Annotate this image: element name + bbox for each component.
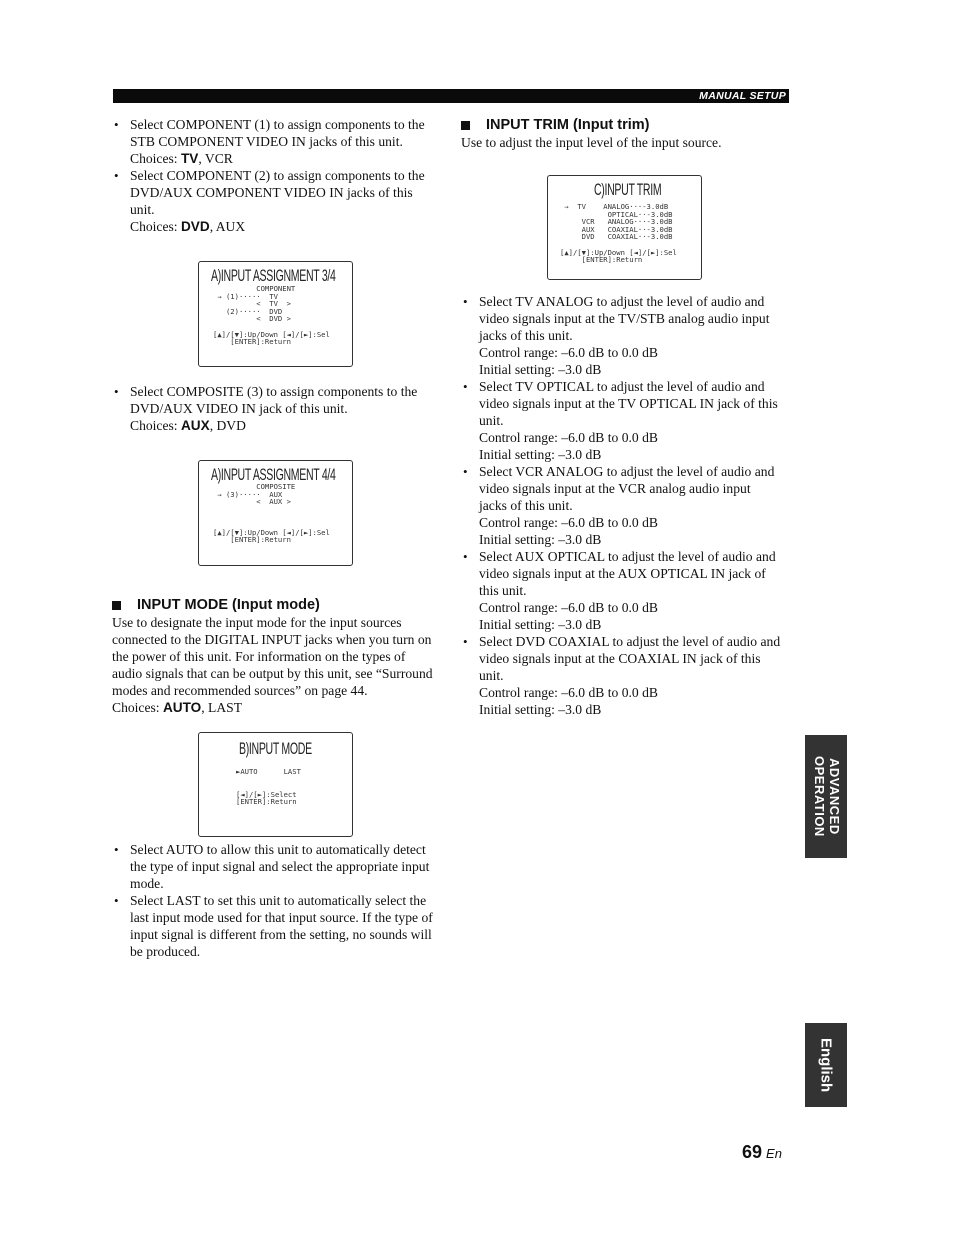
osd-input-mode (198, 732, 353, 837)
page-number (742, 1142, 782, 1163)
choices-rest: , LAST (201, 700, 243, 715)
input-mode-choices (112, 699, 447, 716)
input-trim-list (461, 293, 796, 718)
page-lang: En (766, 1146, 782, 1161)
page-number-value: 69 (742, 1142, 763, 1162)
osd-title: C)INPUT TRIM (594, 180, 662, 199)
text-line: jacks of this unit. (479, 328, 573, 343)
composite-section (112, 383, 442, 434)
text-line: Initial setting: –3.0 dB (479, 702, 602, 717)
text-line: the type of input signal and select the appropriate input (130, 859, 430, 874)
list-item (112, 383, 442, 434)
text-line: video signals input at the VCR analog audio input (479, 481, 751, 496)
text-line: • Select TV ANALOG to adjust the level of audio and (479, 294, 765, 309)
text-line: • Select DVD COAXIAL to adjust the level of audio and (479, 634, 781, 649)
side-tab-advanced-operation (805, 735, 847, 858)
text-line: Use to designate the input mode for the input sources (112, 615, 402, 630)
text-line: Control range: –6.0 dB to 0.0 dB (479, 430, 658, 445)
text-line: Initial setting: –3.0 dB (479, 617, 602, 632)
text-line: mode. (130, 876, 164, 891)
text-line: Initial setting: –3.0 dB (479, 447, 602, 462)
heading-text: INPUT MODE (Input mode) (137, 597, 320, 613)
osd-title: A)INPUT ASSIGNMENT 4/4 (211, 465, 336, 484)
osd-input-assignment-3 (198, 261, 353, 367)
input-trim-heading (461, 116, 791, 134)
choices-default: AUTO (162, 700, 202, 715)
text-line: last input mode used for that input source. If the type of (130, 910, 433, 925)
heading-square-icon (461, 121, 470, 130)
text-line: the power of this unit. For information on the types of (112, 649, 406, 664)
choices-line: Choices: AUX, DVD (130, 418, 246, 433)
text-line: video signals input at the TV/STB analog audio input (479, 311, 770, 326)
input-mode-body (112, 614, 447, 699)
choices-line: Choices: TV, VCR (130, 151, 233, 166)
osd-title: B)INPUT MODE (239, 739, 312, 758)
right-column (461, 116, 791, 151)
side-tab-english (805, 1023, 847, 1107)
text-line: DVD/AUX COMPONENT VIDEO IN jacks of this (130, 185, 413, 200)
list-item (112, 116, 442, 167)
text-line: video signals input at the AUX OPTICAL IN jack of (479, 566, 766, 581)
osd-text: COMPONENT → (1)····· TV < TV > (2)····· DVD < DVD > [▲]/[▼]:Up/Down [◄]/[►]:Sel [ENTER]:Return (213, 284, 330, 347)
text-line: • Select COMPONENT (1) to assign components to the (130, 117, 425, 132)
text-line: this unit. (479, 583, 527, 598)
text-line: Control range: –6.0 dB to 0.0 dB (479, 685, 658, 700)
list-item (112, 167, 442, 235)
osd-input-assignment-4 (198, 460, 353, 566)
text-line: input signal is different from the setting, no sounds will (130, 927, 432, 942)
text-line: video signals input at the COAXIAL IN jack of this (479, 651, 761, 666)
text-line: Control range: –6.0 dB to 0.0 dB (479, 345, 658, 360)
list-item (461, 463, 796, 548)
list-item (461, 548, 796, 633)
text-line: DVD/AUX VIDEO IN jack of this unit. (130, 401, 348, 416)
side-tab-label: English (817, 1037, 835, 1093)
osd-text: COMPOSITE → (3)····· AUX < AUX > [▲]/[▼]:Up/Down [◄]/[►]:Sel [ENTER]:Return (213, 482, 330, 545)
left-column (112, 116, 442, 235)
list-item (112, 841, 447, 892)
text-line: modes and recommended sources” on page 44. (112, 683, 368, 698)
text-line: • Select LAST to set this unit to automatically select the (130, 893, 427, 908)
list-item (461, 293, 796, 378)
text-line: video signals input at the TV OPTICAL IN jack of this (479, 396, 778, 411)
text-line: jacks of this unit. (479, 498, 573, 513)
osd-title: A)INPUT ASSIGNMENT 3/4 (211, 266, 336, 285)
text-line: be produced. (130, 944, 201, 959)
text-line: Control range: –6.0 dB to 0.0 dB (479, 600, 658, 615)
text-line: • Select COMPOSITE (3) to assign components to the (130, 384, 418, 399)
text-line: • Select AUX OPTICAL to adjust the level of audio and (479, 549, 776, 564)
header-bar (113, 89, 789, 103)
input-trim-body: Use to adjust the input level of the input source. (461, 135, 722, 150)
list-item (461, 633, 796, 718)
text-line: Initial setting: –3.0 dB (479, 532, 602, 547)
text-line: • Select TV OPTICAL to adjust the level of audio and (479, 379, 765, 394)
text-line: unit. (130, 202, 155, 217)
osd-text: → TV ANALOG···-3.0dB OPTICAL··-3.0dB VCR ANALOG···-3.0dB AUX COAXIAL··-3.0dB DVD COAXIAL··-3.0dB [▲]/[▼]:Up/Down [◄]/[►]:Sel [ENTER]:Return (560, 202, 677, 265)
composite-list (112, 383, 442, 434)
heading-text: INPUT TRIM (Input trim) (486, 117, 650, 133)
input-mode-section (112, 596, 447, 716)
text-line: Control range: –6.0 dB to 0.0 dB (479, 515, 658, 530)
text-line: • Select VCR ANALOG to adjust the level of audio and (479, 464, 775, 479)
osd-input-trim (547, 175, 702, 280)
section-label: MANUAL SETUP (699, 90, 786, 102)
text-line: STB COMPONENT VIDEO IN jacks of this unit. (130, 134, 403, 149)
input-mode-notes (112, 841, 447, 960)
component-list (112, 116, 442, 235)
input-trim-notes (461, 293, 796, 718)
osd-text: ►AUTO LAST [◄]/[►]:Select [ENTER]:Return (236, 767, 301, 807)
text-line: • Select AUTO to allow this unit to automatically detect (130, 842, 426, 857)
text-line: unit. (479, 668, 504, 683)
text-line: audio signals that can be output by this unit, see “Surround (112, 666, 433, 681)
list-item (461, 378, 796, 463)
text-line: • Select COMPONENT (2) to assign components to the (130, 168, 425, 183)
choices-prefix: Choices: (112, 700, 163, 715)
heading-square-icon (112, 601, 121, 610)
input-mode-list (112, 841, 447, 960)
text-line: connected to the DIGITAL INPUT jacks when you turn on (112, 632, 432, 647)
side-tab-label: ADVANCED OPERATION (812, 756, 842, 837)
input-mode-heading (112, 596, 447, 614)
choices-line: Choices: DVD, AUX (130, 219, 246, 234)
list-item (112, 892, 447, 960)
text-line: Initial setting: –3.0 dB (479, 362, 602, 377)
text-line: unit. (479, 413, 504, 428)
